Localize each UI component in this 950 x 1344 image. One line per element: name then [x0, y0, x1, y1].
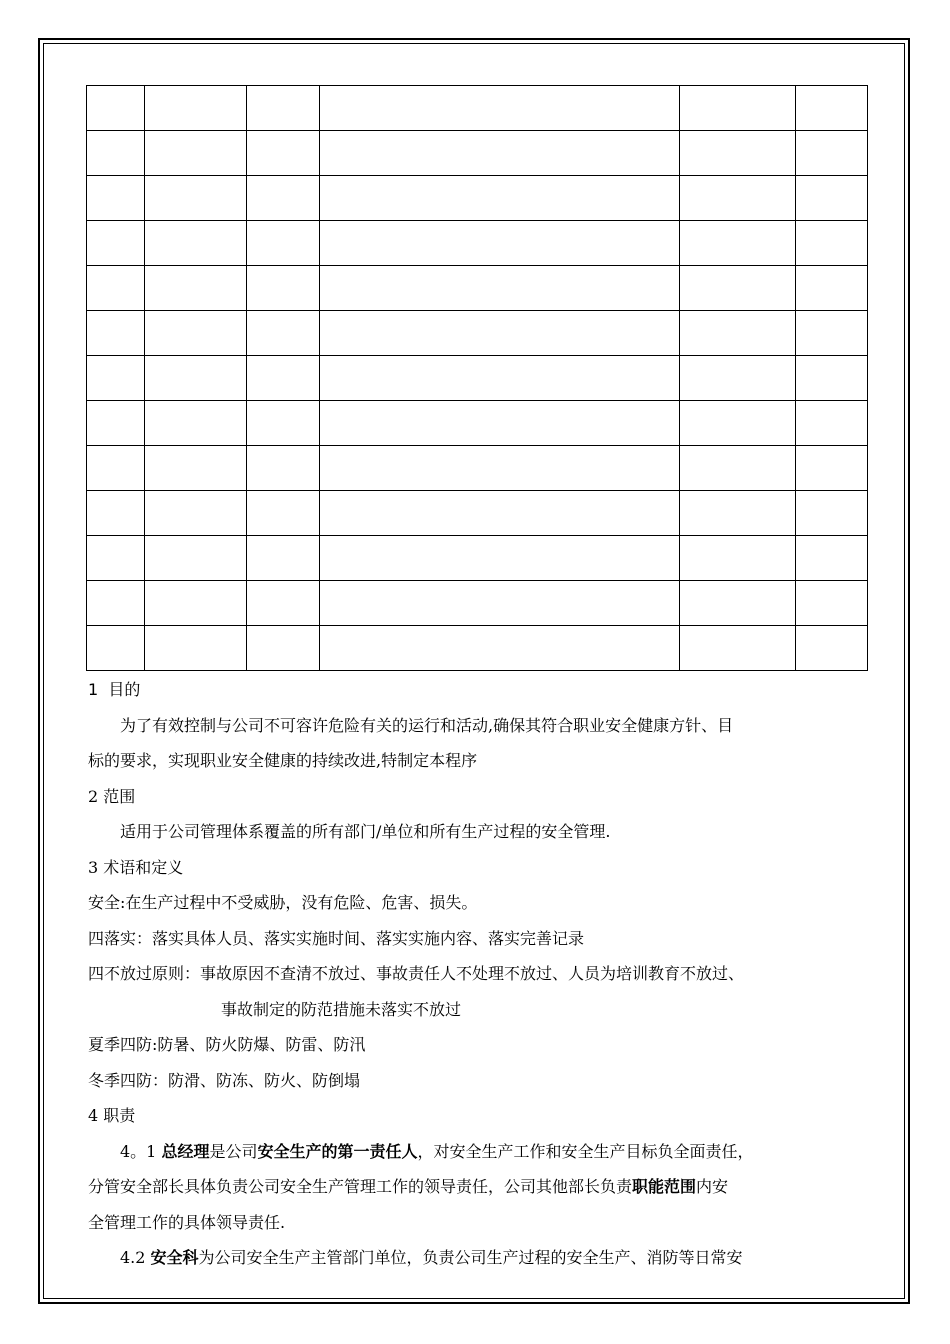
table-cell: [247, 221, 320, 266]
definition-summer-four-prevent: 夏季四防:防暑、防火防爆、防雷、防汛: [88, 1035, 366, 1054]
table-cell: [87, 86, 145, 131]
section-1-body-line-1: 为了有效控制与公司不可容许危险有关的运行和活动,确保其符合职业安全健康方针、目: [120, 715, 734, 735]
table-cell: [320, 626, 680, 671]
table-cell: [247, 401, 320, 446]
table-cell: [247, 446, 320, 491]
table-cell: [145, 446, 247, 491]
table-cell: [320, 491, 680, 536]
table-cell: [680, 626, 796, 671]
table-row: [87, 311, 868, 356]
table-cell: [680, 176, 796, 221]
table-row: [87, 491, 868, 536]
table-cell: [796, 176, 868, 221]
table-cell: [680, 446, 796, 491]
definition-winter-four-prevent: 冬季四防：防滑、防冻、防火、防倒塌: [88, 1070, 361, 1090]
table-row: [87, 176, 868, 221]
table-cell: [680, 131, 796, 176]
table-cell: [145, 536, 247, 581]
document-body: [88, 672, 868, 1276]
table-cell: [320, 536, 680, 581]
table-cell: [320, 446, 680, 491]
table-cell: [145, 311, 247, 356]
table-cell: [87, 491, 145, 536]
table-row: [87, 401, 868, 446]
table-cell: [145, 491, 247, 536]
table-cell: [796, 356, 868, 401]
table-cell: [320, 86, 680, 131]
table-cell: [796, 221, 868, 266]
table-cell: [680, 221, 796, 266]
table-row: [87, 446, 868, 491]
term-functional-scope: 职能范围: [632, 1177, 697, 1196]
table-cell: [247, 356, 320, 401]
table-cell: [145, 626, 247, 671]
section-1-heading: 1 目的: [88, 680, 141, 699]
table-cell: [145, 86, 247, 131]
table-row: [87, 536, 868, 581]
table-cell: [796, 536, 868, 581]
definition-four-implement: 四落实：落实具体人员、落实实施时间、落实实施内容、落实完善记录: [88, 928, 585, 948]
term-safety-dept: 安全科: [150, 1248, 199, 1267]
definition-safety: 安全:在生产过程中不受威胁，没有危险、危害、损失。: [88, 893, 478, 912]
table-cell: [796, 446, 868, 491]
table-cell: [796, 491, 868, 536]
table-cell: [796, 626, 868, 671]
table-cell: [87, 221, 145, 266]
table-cell: [87, 536, 145, 581]
section-2-body: 适用于公司管理体系覆盖的所有部门/单位和所有生产过程的安全管理.: [120, 822, 611, 841]
table-cell: [87, 446, 145, 491]
table-cell: [87, 311, 145, 356]
table-cell: [796, 401, 868, 446]
table-cell: [247, 581, 320, 626]
table-cell: [145, 401, 247, 446]
table-cell: [320, 581, 680, 626]
table-cell: [247, 491, 320, 536]
table-cell: [796, 311, 868, 356]
table-cell: [247, 311, 320, 356]
table-row: [87, 221, 868, 266]
table-cell: [247, 536, 320, 581]
table-cell: [320, 221, 680, 266]
table-cell: [87, 581, 145, 626]
table-cell: [680, 311, 796, 356]
table-row: [87, 266, 868, 311]
table-cell: [145, 221, 247, 266]
table-cell: [680, 356, 796, 401]
definition-four-no-pass-line-2: 事故制定的防范措施未落实不放过: [221, 999, 462, 1019]
table-cell: [320, 176, 680, 221]
para-4-1-line-3: 全管理工作的具体领导责任.: [88, 1212, 286, 1232]
table-cell: [680, 581, 796, 626]
table-cell: [87, 401, 145, 446]
para-4-1-line-1: 4。1 总经理是公司安全生产的第一责任人，对安全生产工作和安全生产目标负全面责任，: [120, 1141, 754, 1161]
table-cell: [87, 626, 145, 671]
table-cell: [145, 266, 247, 311]
para-4-1-line-2: 分管安全部长具体负责公司安全生产管理工作的领导责任，公司其他部长负责职能范围内安: [88, 1177, 729, 1196]
table-row: [87, 356, 868, 401]
section-3-heading: 3 术语和定义: [88, 857, 184, 877]
table-cell: [680, 86, 796, 131]
table-cell: [680, 491, 796, 536]
term-general-manager: 总经理: [161, 1141, 210, 1161]
table-cell: [145, 176, 247, 221]
table-cell: [145, 131, 247, 176]
table-cell: [247, 131, 320, 176]
table-cell: [680, 536, 796, 581]
section-2-heading: 2 范围: [88, 786, 136, 806]
table-cell: [87, 356, 145, 401]
table-cell: [796, 266, 868, 311]
table-cell: [680, 266, 796, 311]
table-cell: [796, 581, 868, 626]
table-cell: [320, 401, 680, 446]
table-cell: [320, 356, 680, 401]
table-cell: [247, 626, 320, 671]
table-row: [87, 626, 868, 671]
table-cell: [320, 131, 680, 176]
table-cell: [145, 581, 247, 626]
table-cell: [145, 356, 247, 401]
table-cell: [796, 131, 868, 176]
table-row: [87, 86, 868, 131]
table-cell: [87, 131, 145, 176]
term-first-responsible: 安全生产的第一责任人: [257, 1141, 418, 1161]
table-cell: [796, 86, 868, 131]
table-cell: [320, 311, 680, 356]
table-row: [87, 581, 868, 626]
table-cell: [320, 266, 680, 311]
para-4-2-line-1: 4.2 安全科为公司安全生产主管部门单位，负责公司生产过程的安全生产、消防等日常安: [120, 1248, 743, 1267]
blank-revision-table: [86, 85, 868, 671]
table-cell: [87, 266, 145, 311]
section-1-body-line-2: 标的要求，实现职业安全健康的持续改进,特制定本程序: [88, 751, 478, 770]
table-cell: [247, 266, 320, 311]
table-row: [87, 131, 868, 176]
section-4-heading: 4 职责: [88, 1106, 136, 1125]
table-cell: [247, 176, 320, 221]
table-cell: [680, 401, 796, 446]
table-cell: [87, 176, 145, 221]
table-cell: [247, 86, 320, 131]
definition-four-no-pass-line-1: 四不放过原则：事故原因不查清不放过、事故责任人不处理不放过、人员为培训教育不放过、: [88, 964, 745, 983]
